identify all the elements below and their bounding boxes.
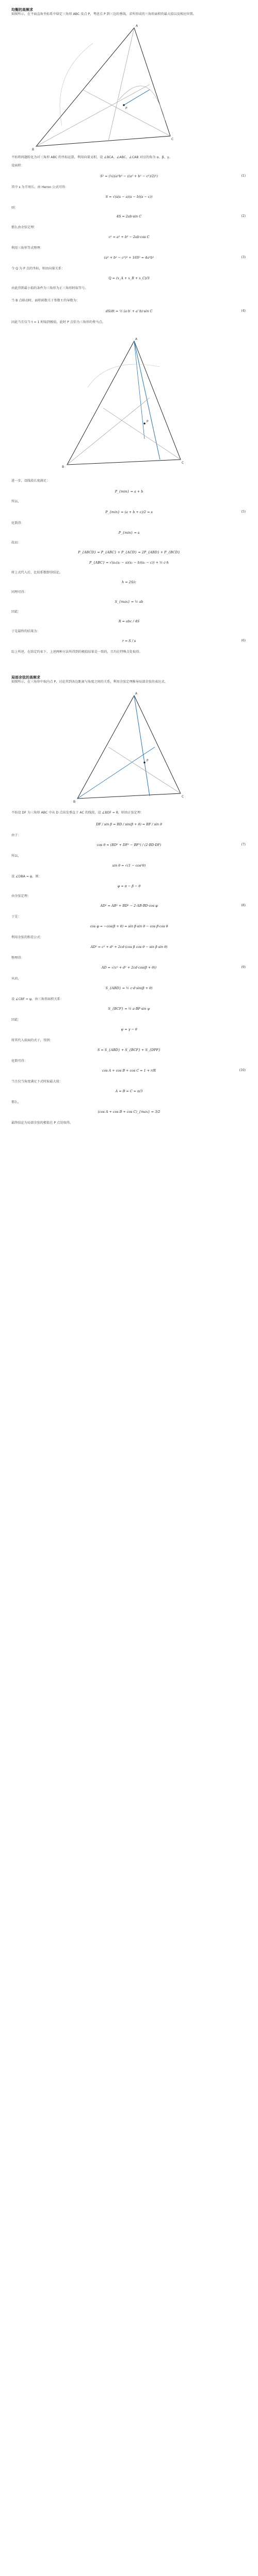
section2-heading: 局部余弦的高频求 [11,675,40,680]
equation: sin θ = √(1 − cos²θ) [112,863,146,868]
equation: r = S / s [122,639,136,643]
section2-intro: 如图所示，在三角形中取内点 P，讨论其到各边距离与角度之间的关系，利用余弦定理推导局部余弦的表达式。 [11,680,168,684]
fig1-label-p: P [125,107,127,110]
footer-text: 综上所述，在给定约束下，上述两种方法所得到的极值结果是一致的，且均在特殊点处取得。 [11,650,142,654]
paragraph: 进一步，设线段长度满足： [11,479,50,483]
equation-number: (9) [241,965,246,969]
equation: Q = (x_A + x_B + x_C)/3 [108,276,150,280]
fig3-label-p: P [147,759,149,762]
equation: ψ = γ − θ [121,1027,137,1031]
equation: φ = π − β − θ [117,884,141,888]
fig1-label-c: C [171,138,174,141]
equation: (cos A + cos B + cos C)_{max} = 3/2 [98,1110,160,1114]
paragraph: 化简得： [11,521,24,525]
paragraph: 设面积： [11,164,24,167]
equation: S = S_{ABD} + S_{BCF} + S_{DPF} [97,1048,161,1052]
equation: R = abc / 4S [118,619,140,623]
paragraph: 由于： [11,834,21,837]
fig1-label-b: B [32,148,35,151]
equation: A = B = C = π/3 [115,1089,143,1093]
equation: cos θ = (BD² + DF² − BF²) / (2·BD·DF) [96,843,162,847]
equation: 4S = 2ab·sin C [116,214,142,218]
paragraph: 利用余弦的和差公式： [11,936,43,939]
paragraph: 将上式代入后，比较系数即得结论。 [11,571,62,574]
equation: dS/dt = ½ (a·b′ + a′·b)·sin C [105,309,153,313]
fig2-label-p: P [147,420,149,423]
fig3-label-b: B [73,800,76,804]
equation: S_{ABD} = ½ c·d·sin(β + θ) [105,986,153,990]
equation: cos A + cos B + cos C = 1 + r/R [102,1069,156,1073]
equation: S_{BCF} = ½ a·BF·sin ψ [108,1007,150,1011]
equation: AD = √(c² + d² + 2cd·cos(β + θ)) [101,965,157,970]
equation: h = 2S/c [122,580,136,584]
paragraph: 所以， [11,500,21,503]
equation: S_{max} = ½ ab [115,600,143,604]
equation-number: (6) [241,639,246,642]
fig3-label-a: A [135,692,138,696]
paragraph: 当 B 点移动时，面积函数关于参数 t 的导数为： [11,299,80,302]
equation: AD² = c² + d² + 2cd·(cos β cos θ − sin β sin θ) [90,945,168,949]
paragraph: 故而： [11,541,21,545]
equation: P_{min} = a + b [115,489,143,494]
paragraph: 所以， [11,854,21,858]
equation: S² = (¼)(a²b² − ((a² + b² − c²)/2)²) [100,174,158,178]
equation: S = √(s(s − a)(s − b)(s − c)) [105,195,153,199]
equation: P_{min} = s [118,531,140,535]
fig3-label-c: C [182,795,184,799]
paragraph: 最终结论为局部余弦的极值在 P 点处取得。 [11,1121,73,1125]
paragraph: 其中 s 为半周长，由 Heron 公式可得： [11,185,69,189]
paragraph: 令 Q 为 P 点的坐标，则由向量关系： [11,267,65,270]
equation: (a² + b² − c²)² + 16S² = 4a²b² [104,256,154,260]
paragraph: 整理得： [11,956,24,960]
paragraph: 那么， [11,1100,21,1104]
paragraph: 从而， [11,977,21,980]
fig1-label-a: A [136,24,138,28]
equation: c² = a² + b² − 2ab·cos C [108,235,150,239]
fig2-label-a: A [135,337,138,341]
equation: DF / sin β = BD / sin(β + θ) = BF / sin θ [96,822,162,826]
paragraph: 因此当且仅当 t = 1 时取到极值，此时 P 点恰为三角形的费马点。 [11,320,105,324]
paragraph: 不妨将问题转化为对三角形 ABC 的坐标运算，利用向量叉积，设 ∠BCA、∠ABC、∠CAB 对应的角为 α、β、γ。 [11,156,172,159]
paragraph: 因此： [11,1018,21,1022]
figure-3 [72,690,186,804]
equation-number: (5) [241,510,246,514]
paragraph: 由余弦定理： [11,894,31,898]
figure-2 [57,336,191,470]
paragraph: 设 ∠DBA = φ，则： [11,875,42,878]
paragraph: 利用三角恒等式整理： [11,246,43,250]
equation: P_{ABC} = √(s₁(s₁ − a)(s₁ − b)(s₁ − c)) + ½ c·h [89,561,169,565]
paragraph: 当且仅当角度满足下式时取最大值： [11,1080,62,1083]
equation-number: (8) [241,904,246,907]
equation-number: (10) [239,1069,246,1072]
section1-intro: 如图所示，在平面直角坐标系中给定三角形 ABC 及点 P，考虑点 P 到三边的垂线，求所形成的三角形面积的最大值以及相应位置。 [11,12,196,16]
paragraph: 不妨设 DF 为三角形 ABC 中从 D 点出发垂直于 AC 的线段，设 ∠BDF = θ，则由正弦定理： [11,811,144,815]
paragraph: 于是： [11,915,21,919]
paragraph: 由此得到最小值的条件为三角形为正三角形时取等号。 [11,286,88,290]
paragraph: 同理可得： [11,590,27,594]
paragraph: 将其代入前面的式子，得到： [11,1039,53,1042]
fig2-label-c: C [182,461,184,465]
paragraph: 于是最终的结果为： [11,630,40,633]
paragraph: 则： [11,206,18,210]
equation-number: (2) [241,214,246,218]
equation-number: (4) [241,309,246,313]
paragraph: 设 ∠CBF = ψ，由三角形面积关系： [11,997,63,1001]
paragraph: 化简可得： [11,1059,27,1063]
paragraph: 因此： [11,610,21,614]
paragraph: 那么由余弦定理： [11,226,37,229]
figure-1 [31,23,186,151]
equation-number: (7) [241,843,246,846]
equation: P_{min} = (a + b + c)/2 = s [105,510,153,514]
section1-heading: 均衡的高频求 [11,8,33,12]
equation: cos φ = −cos(β + θ) = sin β·sin θ − cos β·cos θ [90,924,168,928]
equation: AD² = AB² + BD² − 2·AB·BD·cos φ [100,904,158,908]
equation: P_{ABCD} = P_{ABC} + P_{ACD} = 2P_{ABD} + P_{BCD} [78,550,180,554]
equation-number: (1) [241,174,246,178]
fig2-label-b: B [62,465,64,469]
equation-number: (3) [241,256,246,259]
